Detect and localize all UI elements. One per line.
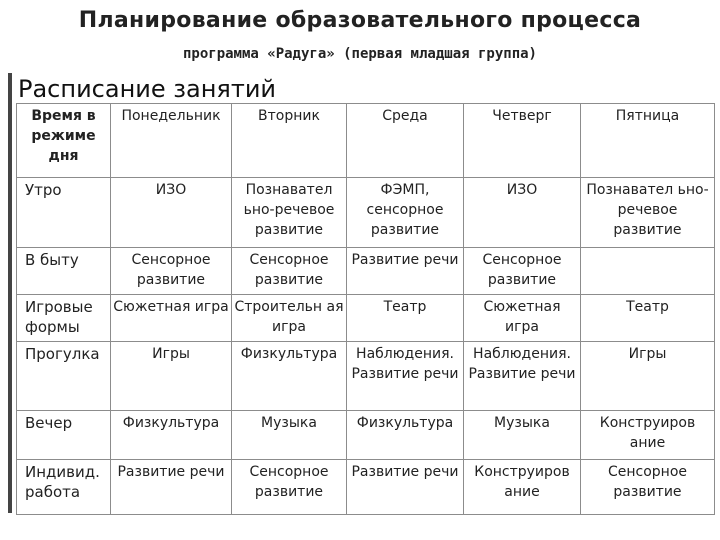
header-tuesday: Вторник [232,104,347,178]
row-label: Утро [17,178,111,248]
row-label: Вечер [17,411,111,460]
table-cell: Театр [581,295,715,342]
table-row [17,342,715,411]
table-row [17,411,715,460]
left-accent-bar [8,73,12,513]
table-cell: Развитие речи [347,248,464,295]
page-title: Планирование образовательного процесса [78,8,642,33]
table-cell: Театр [347,295,464,342]
header-wednesday: Среда [347,104,464,178]
table-cell: Физкультура [232,342,347,411]
table-cell: Игры [111,342,232,411]
table-cell: Сенсорное развитие [232,248,347,295]
table-cell: Музыка [464,411,581,460]
table-row [17,295,715,342]
row-label: В быту [17,248,111,295]
table-cell: Игры [581,342,715,411]
table-cell: Сенсорное развитие [464,248,581,295]
row-label: Прогулка [17,342,111,411]
table-cell: ФЭМП, сенсорное развитие [347,178,464,248]
table-cell: Сюжетная игра [464,295,581,342]
schedule-table [16,103,715,515]
table-cell: Строительн ая игра [232,295,347,342]
table-cell: Физкультура [347,411,464,460]
table-cell: Сенсорное развитие [111,248,232,295]
table-cell: Сюжетная игра [111,295,232,342]
table-cell: Развитие речи [111,460,232,515]
table-cell: Наблюдения. Развитие речи [464,342,581,411]
table-cell: ИЗО [464,178,581,248]
table-header-row [17,104,715,178]
header-thursday: Четверг [464,104,581,178]
table-row [17,178,715,248]
table-cell: Познавател ьно-речевое развитие [581,178,715,248]
section-title: Расписание занятий [18,75,277,103]
header-time-of-day: Время в режиме дня [17,104,111,178]
table-cell [581,248,715,295]
table-cell: Конструиров ание [464,460,581,515]
table-cell: Развитие речи [347,460,464,515]
row-label: Игровые формы [17,295,111,342]
table-row [17,248,715,295]
table-cell: Сенсорное развитие [581,460,715,515]
header-friday: Пятница [581,104,715,178]
table-cell: Физкультура [111,411,232,460]
page-subtitle: программа «Радуга» (первая младшая группа) [182,46,537,62]
row-label: Индивид. работа [17,460,111,515]
table-cell: Наблюдения. Развитие речи [347,342,464,411]
table-cell: Сенсорное развитие [232,460,347,515]
table-cell: Музыка [232,411,347,460]
table-cell: ИЗО [111,178,232,248]
table-cell: Познавател ьно-речевое развитие [232,178,347,248]
table-row [17,460,715,515]
header-monday: Понедельник [111,104,232,178]
table-cell: Конструиров ание [581,411,715,460]
title-block [0,0,720,80]
